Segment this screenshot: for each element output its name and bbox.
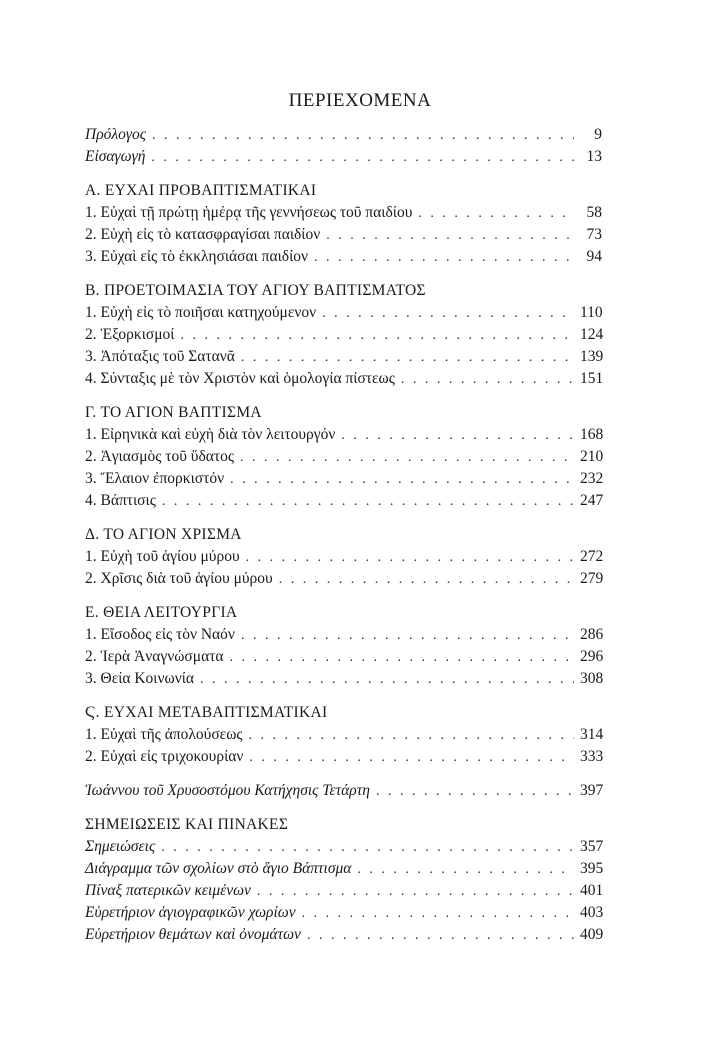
dot-leader — [401, 369, 574, 391]
dot-leader — [341, 425, 574, 447]
entry-title: 3. Ἔλαιον ἐπορκιστόν — [85, 470, 225, 487]
toc-entry — [85, 490, 602, 512]
toc-entry — [85, 668, 602, 690]
toc-entry — [85, 546, 602, 568]
entry-page-number: 110 — [580, 304, 603, 321]
dot-leader — [418, 203, 574, 225]
entry-page-number: 247 — [580, 492, 604, 509]
entry-page-number: 314 — [580, 726, 604, 743]
entry-title: 3. Θεία Κοινωνία — [85, 670, 194, 687]
toc-entry — [85, 202, 602, 224]
section-heading: Δ. ΤΟ ΑΓΙΟΝ ΧΡΙΣΜΑ — [85, 526, 242, 543]
entry-title: Εἰσαγωγή — [85, 148, 146, 165]
toc-entry — [85, 224, 602, 246]
dot-leader — [230, 647, 574, 669]
entry-page-number: 286 — [580, 626, 604, 643]
entry-page-number: 232 — [580, 470, 604, 487]
entry-title: Εὑρετήριον θεμάτων καὶ ὀνομάτων — [85, 926, 301, 943]
section-heading: Α. ΕΥΧΑΙ ΠΡΟΒΑΠΤΙΣΜΑΤΙΚΑΙ — [85, 182, 317, 199]
dot-leader — [307, 925, 574, 947]
toc-entry — [85, 368, 602, 390]
entry-title: 2. Ἐξορκισμοί — [85, 326, 175, 343]
dot-leader — [161, 837, 574, 859]
entry-title: Σημειώσεις — [85, 838, 156, 855]
dot-leader — [249, 747, 574, 769]
entry-title: Ἰωάννου τοῦ Χρυσοστόμου Κατήχησις Τετάρτη — [85, 782, 370, 799]
toc-entry — [85, 146, 602, 168]
section-heading: Ε. ΘΕΙΑ ΛΕΙΤΟΥΡΓΙΑ — [85, 604, 238, 621]
toc-section — [85, 702, 602, 768]
entry-title: 2. Εὐχὴ εἰς τὸ κατασφραγίσαι παιδίον — [85, 226, 321, 243]
toc-entry — [85, 746, 602, 768]
section-heading: ΣΗΜΕΙΩΣΕΙΣ ΚΑΙ ΠΙΝΑΚΕΣ — [85, 816, 289, 833]
toc-entry — [85, 468, 602, 490]
entry-title: Εὑρετήριον ἁγιογραφικῶν χωρίων — [85, 904, 296, 921]
entry-page-number: 13 — [586, 148, 602, 165]
toc-entry — [85, 324, 602, 346]
entry-page-number: 210 — [580, 448, 604, 465]
section-heading: Γ. ΤΟ ΑΓΙΟΝ ΒΑΠΤΙΣΜΑ — [85, 404, 262, 421]
entry-title: 1. Εἰρηνικὰ καὶ εὐχὴ διὰ τὸν λειτουργόν — [85, 426, 336, 443]
entry-page-number: 333 — [580, 748, 604, 765]
entry-title: 3. Ἀπόταξις τοῦ Σατανᾶ — [85, 348, 235, 365]
toc-entry — [85, 446, 602, 468]
entry-page-number: 296 — [580, 648, 604, 665]
toc-entry — [85, 624, 602, 646]
entry-page-number: 403 — [580, 904, 604, 921]
toc-entry — [85, 124, 602, 146]
entry-title: 1. Εὐχαὶ τῆς ἀπολούσεως — [85, 726, 243, 743]
entry-title: Διάγραμμα τῶν σχολίων στὸ ἅγιο Βάπτισμα — [85, 860, 352, 877]
dot-leader — [314, 247, 574, 269]
toc-section — [85, 524, 602, 590]
entry-page-number: 151 — [580, 370, 604, 387]
entry-page-number: 168 — [580, 426, 604, 443]
entry-page-number: 308 — [580, 670, 604, 687]
dot-leader — [322, 303, 574, 325]
entry-page-number: 395 — [580, 860, 604, 877]
toc-entry — [85, 880, 602, 902]
toc-section — [85, 602, 602, 690]
entry-title: 2. Ἁγιασμὸς τοῦ ὕδατος — [85, 448, 235, 465]
toc-entry — [85, 924, 602, 946]
toc-entry — [85, 902, 602, 924]
dot-leader — [200, 669, 574, 691]
entry-title: 4. Σύνταξις μὲ τὸν Χριστὸν καὶ ὁμολογία πίστεως — [85, 370, 395, 387]
entry-page-number: 139 — [580, 348, 604, 365]
dot-leader — [249, 725, 574, 747]
entry-title: 1. Εὐχὴ εἰς τὸ ποιῆσαι κατηχούμενον — [85, 304, 317, 321]
entry-title: 2. Χρῖσις διὰ τοῦ ἁγίου μύρου — [85, 570, 273, 587]
toc-entry — [85, 424, 602, 446]
dot-leader — [230, 469, 574, 491]
notes-section — [85, 814, 602, 946]
dot-leader — [241, 347, 574, 369]
toc-entry — [85, 346, 602, 368]
dot-leader — [302, 903, 574, 925]
section-heading: Ϛ. ΕΥΧΑΙ ΜΕΤΑΒΑΠΤΙΣΜΑΤΙΚΑΙ — [85, 704, 328, 721]
entry-title: 4. Βάπτισις — [85, 492, 156, 509]
page-title: ΠΕΡΙΕΧΟΜΕΝΑ — [288, 90, 432, 111]
dot-leader — [357, 859, 574, 881]
dot-leader — [246, 547, 574, 569]
toc-entry — [85, 302, 602, 324]
entry-page-number: 357 — [580, 838, 604, 855]
dot-leader — [326, 225, 574, 247]
entry-page-number: 9 — [594, 126, 602, 143]
entry-title: Πίναξ πατερικῶν κειμένων — [85, 882, 251, 899]
entry-page-number: 409 — [580, 926, 604, 943]
toc-section — [85, 180, 602, 268]
dot-leader — [180, 325, 574, 347]
toc-section — [85, 402, 602, 512]
entry-title: 1. Εὐχὴ τοῦ ἁγίου μύρου — [85, 548, 240, 565]
toc-entry — [85, 780, 602, 802]
entry-title: 2. Εὐχαὶ εἰς τριχοκουρίαν — [85, 748, 244, 765]
dot-leader — [376, 781, 574, 803]
entry-page-number: 124 — [580, 326, 604, 343]
dot-leader — [240, 447, 574, 469]
entry-page-number: 272 — [580, 548, 604, 565]
toc-entry — [85, 724, 602, 746]
dot-leader — [279, 569, 574, 591]
entry-page-number: 73 — [586, 226, 602, 243]
entry-page-number: 58 — [586, 204, 602, 221]
entry-page-number: 94 — [586, 248, 602, 265]
toc-entry — [85, 568, 602, 590]
entry-page-number: 397 — [580, 782, 604, 799]
section-heading: Β. ΠΡΟΕΤΟΙΜΑΣΙΑ ΤΟΥ ΑΓΙΟΥ ΒΑΠΤΙΣΜΑΤΟΣ — [85, 282, 426, 299]
entry-title: 3. Εὐχαὶ εἰς τὸ ἐκκλησιάσαι παιδίον — [85, 248, 309, 265]
dot-leader — [151, 147, 574, 169]
entry-title: 1. Εὐχαὶ τῇ πρώτῃ ἡμέρᾳ τῆς γεννήσεως τοῦ παιδίου — [85, 204, 413, 221]
entry-title: Πρόλογος — [85, 126, 146, 143]
toc-entry — [85, 246, 602, 268]
toc-entry — [85, 836, 602, 858]
table-of-contents — [85, 124, 602, 958]
dot-leader — [162, 491, 574, 513]
front-matter — [85, 124, 602, 168]
toc-section — [85, 280, 602, 390]
entry-title: 1. Εἴσοδος εἰς τὸν Ναόν — [85, 626, 235, 643]
standalone-entry — [85, 780, 602, 802]
toc-entry — [85, 646, 602, 668]
entry-title: 2. Ἱερὰ Ἀναγνώσματα — [85, 648, 224, 665]
toc-entry — [85, 858, 602, 880]
dot-leader — [152, 125, 574, 147]
entry-page-number: 279 — [580, 570, 604, 587]
entry-page-number: 401 — [580, 882, 604, 899]
dot-leader — [257, 881, 574, 903]
dot-leader — [241, 625, 574, 647]
